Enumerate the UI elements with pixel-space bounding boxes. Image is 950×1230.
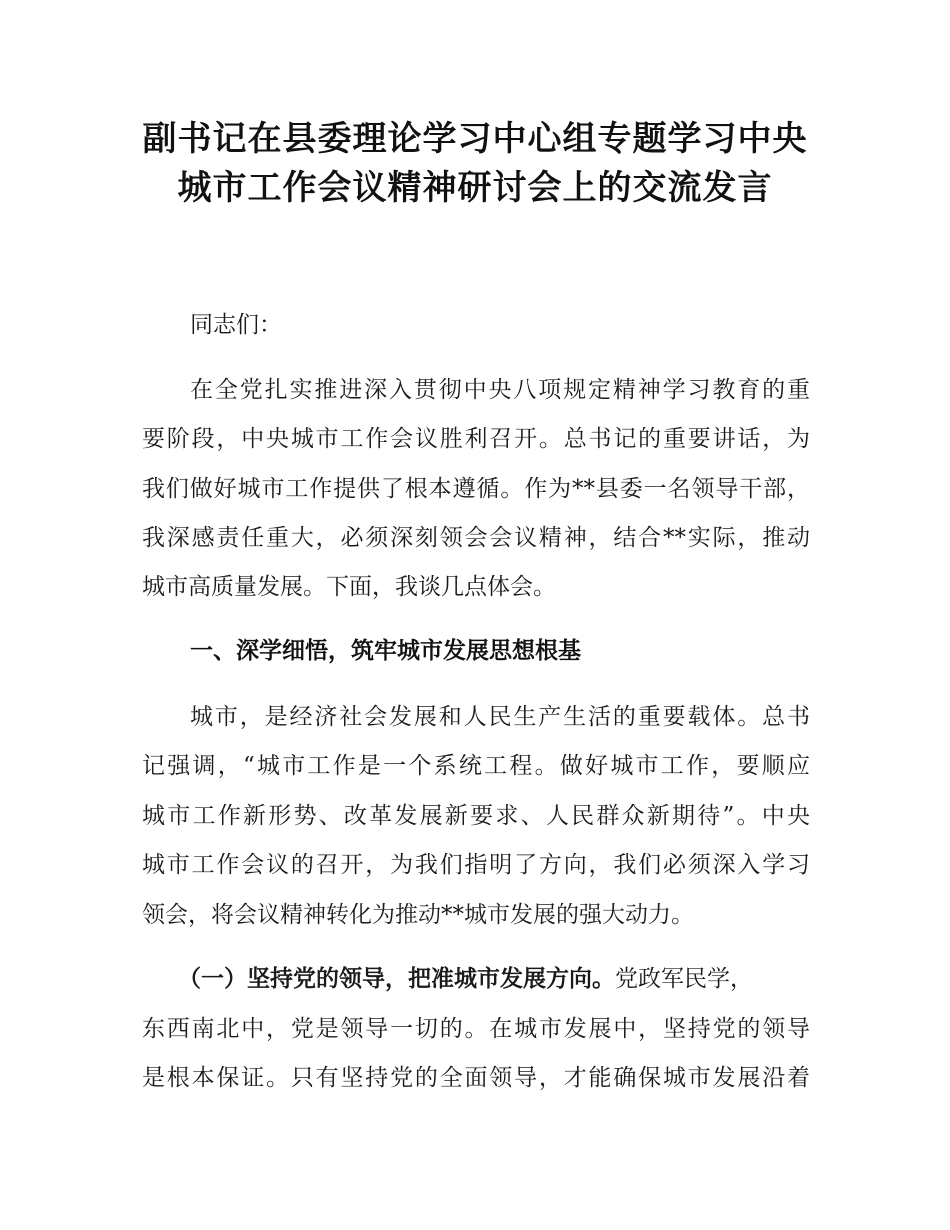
document-title-line-2: 城市工作会议精神研讨会上的交流发言 <box>177 168 773 208</box>
intro-line: 要阶段，中央城市工作会议胜利召开。总书记的重要讲话，为 <box>142 426 810 452</box>
intro-line: 我深感责任重大，必须深刻领会会议精神，结合**实际，推动 <box>142 525 810 551</box>
subsection-1-first-line <box>178 962 810 996</box>
section-1-line: 记强调，“城市工作是一个系统工程。做好城市工作，要顺应 <box>142 753 810 779</box>
section-1-line: 城市工作会议的召开，为我们指明了方向，我们必须深入学习 <box>142 852 810 878</box>
intro-line: 城市高质量发展。下面，我谈几点体会。 <box>142 574 556 600</box>
salutation: 同志们： <box>190 312 282 338</box>
section-1-line: 城市，是经济社会发展和人民生产生活的重要载体。总书 <box>190 704 810 730</box>
subsection-1-lead-rest: 党政军民学， <box>615 966 753 992</box>
subsection-1-heading: （一）坚持党的领导，把准城市发展方向。 <box>178 966 615 992</box>
section-1-line: 领会，将会议精神转化为推动**城市发展的强大动力。 <box>142 902 694 928</box>
subsection-1-line: 是根本保证。只有坚持党的全面领导，才能确保城市发展沿着 <box>142 1065 810 1091</box>
intro-line: 在全党扎实推进深入贯彻中央八项规定精神学习教育的重 <box>190 377 810 403</box>
section-1-line: 城市工作新形势、改革发展新要求、人民群众新期待”。中央 <box>142 803 810 829</box>
intro-line: 我们做好城市工作提供了根本遵循。作为**县委一名领导干部， <box>142 476 810 502</box>
subsection-1-line: 东西南北中，党是领导一切的。在城市发展中，坚持党的领导 <box>142 1016 810 1042</box>
section-1-heading: 一、深学细悟，筑牢城市发展思想根基 <box>190 638 581 664</box>
document-title-line-1: 副书记在县委理论学习中心组专题学习中央 <box>142 119 808 159</box>
